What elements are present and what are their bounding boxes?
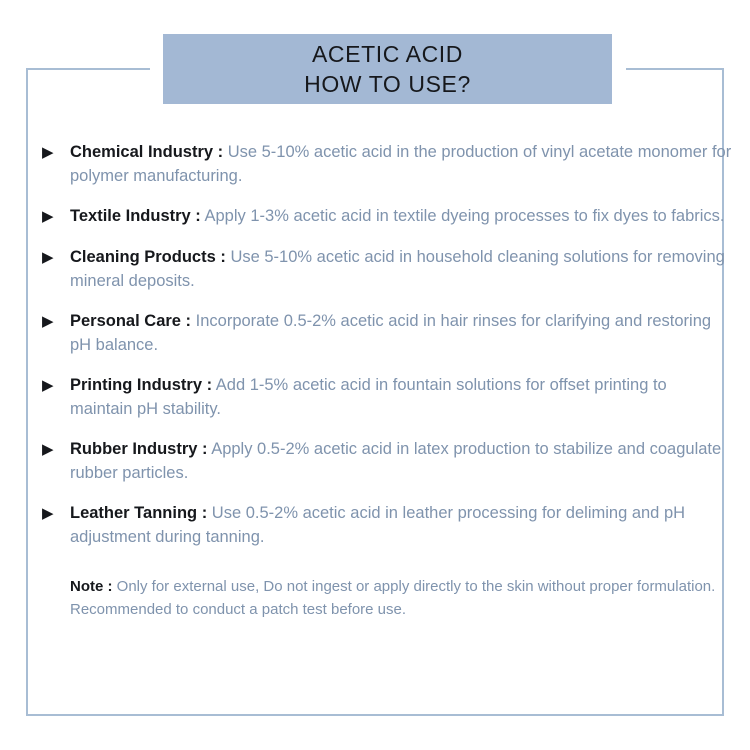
title-banner [163, 34, 612, 104]
note-block [42, 575, 732, 621]
usage-list [42, 140, 732, 621]
bullet-icon: ▶ [42, 505, 54, 522]
bullet-icon: ▶ [42, 441, 54, 458]
list-item-label: Printing Industry : [70, 376, 213, 394]
list-item-label: Rubber Industry : [70, 440, 208, 458]
bullet-icon: ▶ [42, 313, 54, 330]
list-item-label: Leather Tanning : [70, 504, 208, 522]
list-item-body: Add 1-5% acetic acid in fountain solutions for offset printing to maintain pH stability. [70, 376, 667, 418]
list-item-text [70, 204, 732, 228]
list-item-label: Textile Industry : [70, 207, 201, 225]
list-item-body: Use 0.5-2% acetic acid in leather processing for deliming and pH adjustment during tanning. [70, 504, 686, 546]
list-item-text [70, 373, 732, 421]
note-text: Only for external use, Do not ingest or apply directly to the skin without proper formulation. Recommended to conduct a patch test before use. [70, 578, 716, 618]
bullet-icon: ▶ [42, 377, 54, 394]
list-item [42, 204, 732, 229]
list-item-text [70, 309, 732, 357]
list-item-body: Use 5-10% acetic acid in the production of vinyl acetate monomer for polymer manufacturing. [70, 143, 732, 185]
list-item [42, 309, 732, 357]
list-item [42, 501, 732, 549]
title-line-1: ACETIC ACID [311, 41, 463, 67]
note-label: Note : [70, 578, 113, 595]
list-item-label: Personal Care : [70, 312, 192, 330]
bullet-icon: ▶ [42, 144, 54, 161]
list-item [42, 437, 732, 485]
list-item-label: Chemical Industry : [70, 143, 224, 161]
list-item-text [70, 245, 732, 293]
list-item-body: Apply 1-3% acetic acid in textile dyeing processes to fix dyes to fabrics. [200, 207, 725, 225]
list-item [42, 373, 732, 421]
bullet-icon: ▶ [42, 249, 54, 266]
title-line-2: HOW TO USE? [304, 71, 471, 97]
list-item-label: Cleaning Products : [70, 248, 226, 266]
list-item-text [70, 501, 732, 549]
list-item-text [70, 437, 732, 485]
bullet-icon: ▶ [42, 208, 54, 225]
list-item-body: Use 5-10% acetic acid in household cleaning solutions for removing mineral deposits. [70, 248, 725, 290]
list-item [42, 140, 732, 188]
list-item-text [70, 140, 732, 188]
list-item-body: Apply 0.5-2% acetic acid in latex production to stabilize and coagulate rubber particles. [70, 440, 722, 482]
list-item-body: Incorporate 0.5-2% acetic acid in hair rinses for clarifying and restoring pH balance. [70, 312, 712, 354]
list-item [42, 245, 732, 293]
